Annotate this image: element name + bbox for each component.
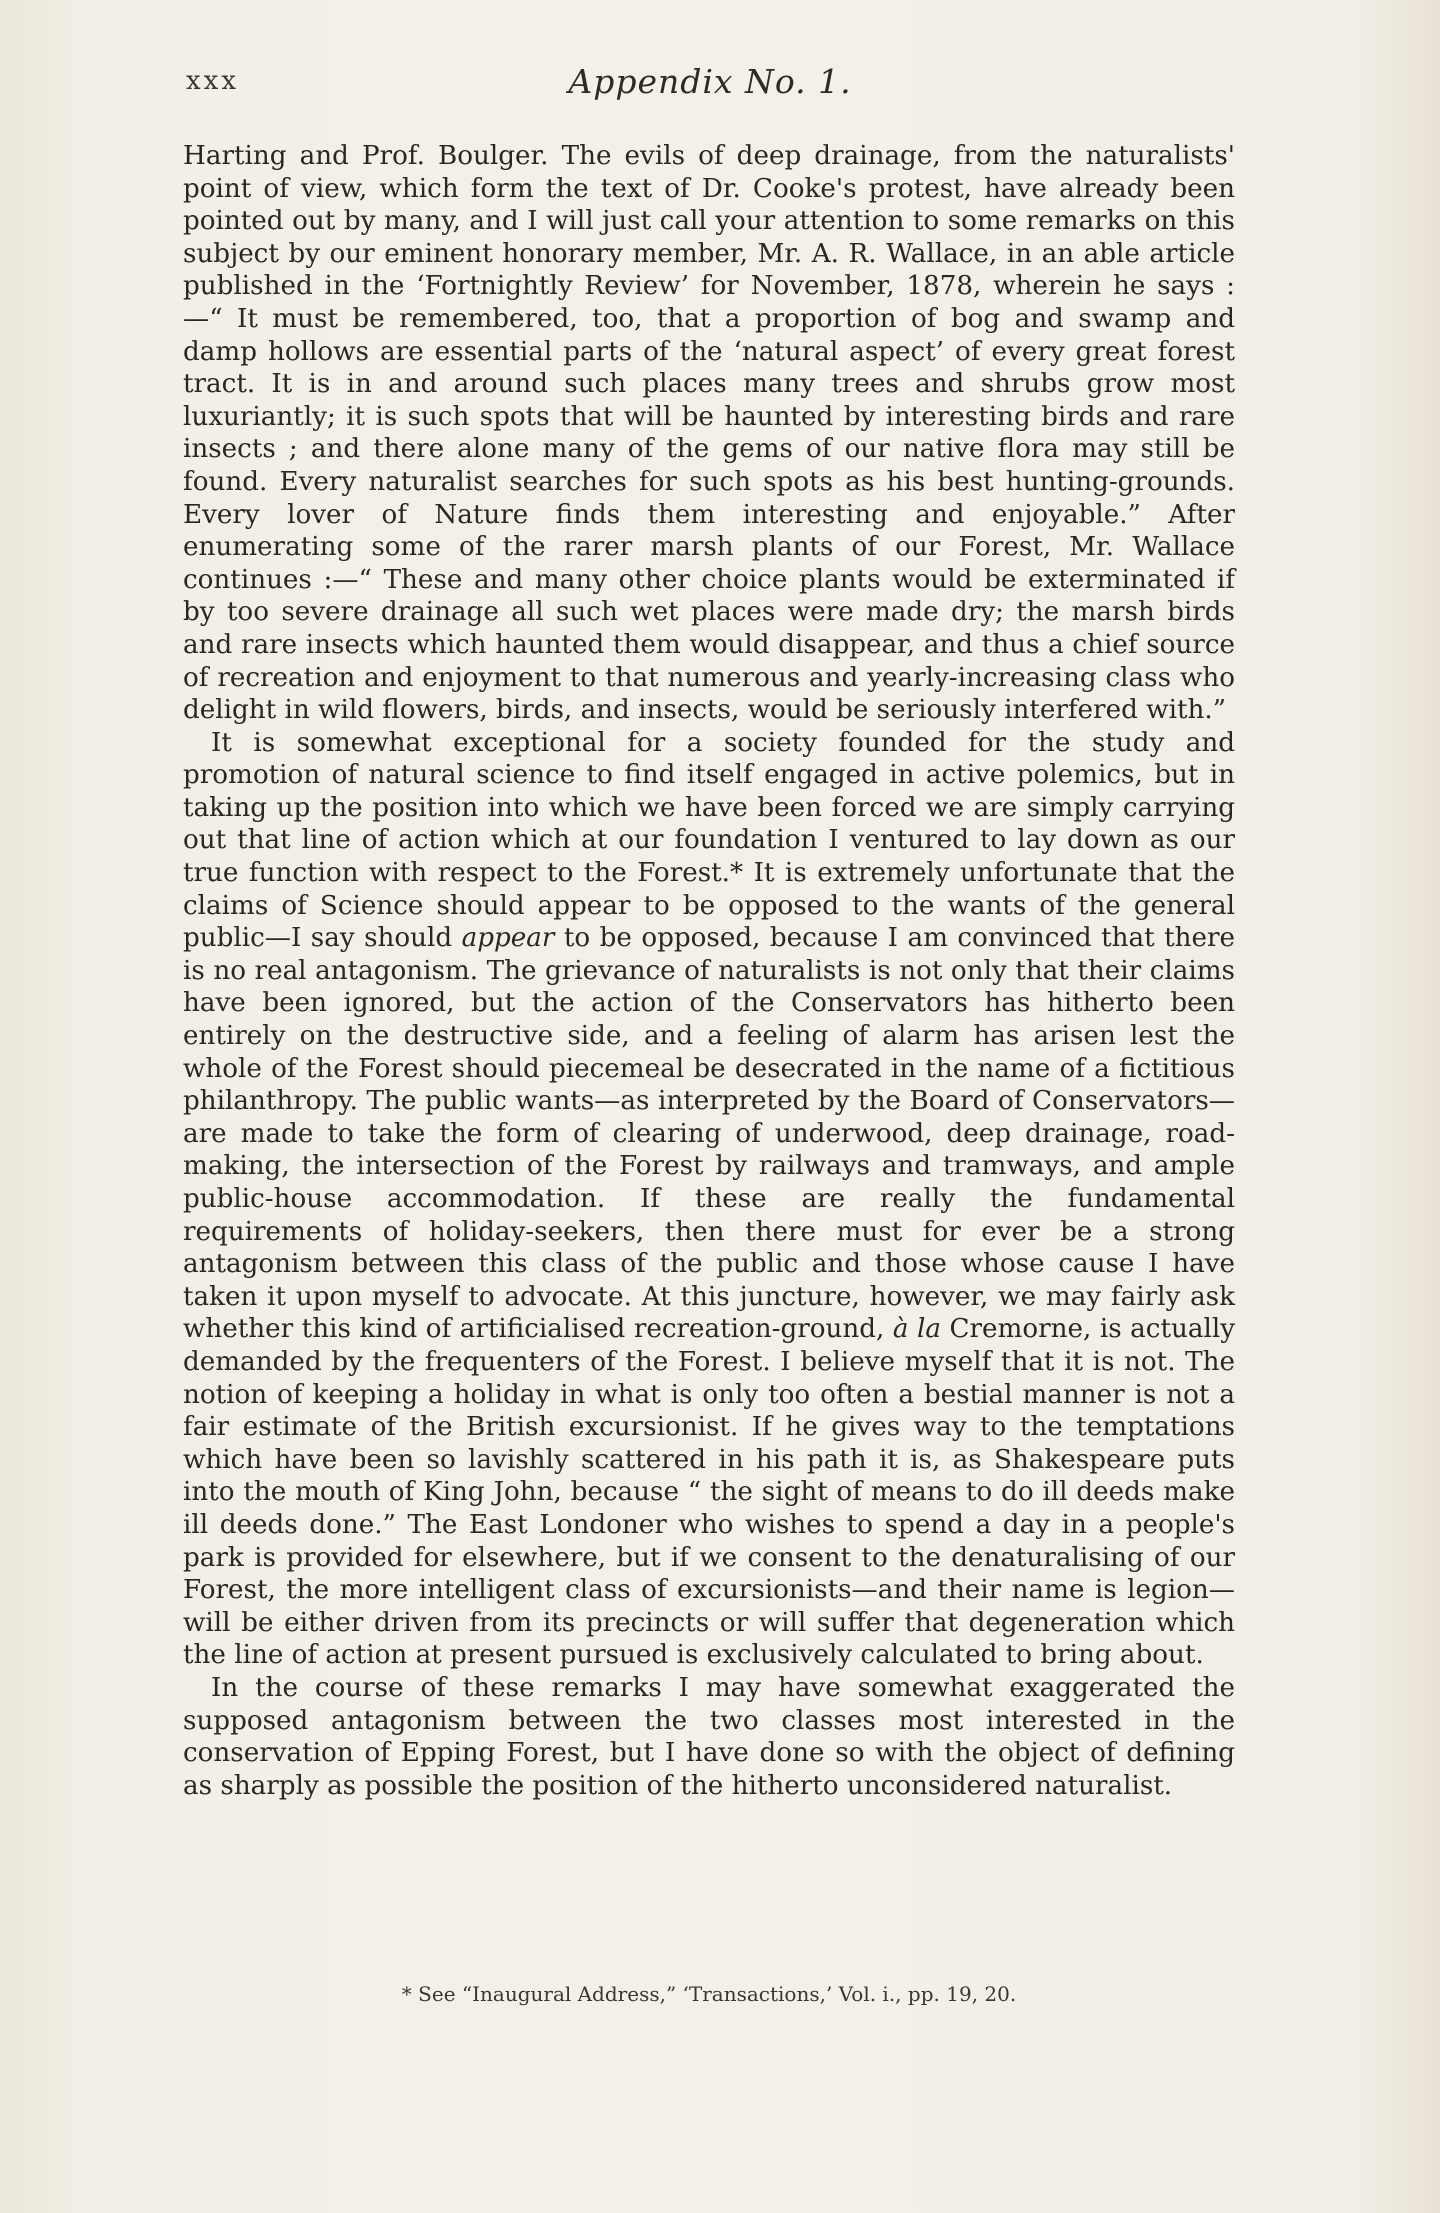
- paragraph-2-part-3: Cremorne, is actually demanded by the frequenters of the Forest. I believe myself that it is not. The notion of keeping a holiday in what is only too often a bestial manner is not a fair estimate of the British excursionist. If he gives way to the temptations which have been so lavishly scattered in his path it is, as Shakespeare puts into the mouth of King John, because “ the sight of means to do ill deeds make ill deeds done.” The East Londoner who wishes to spend a day in a people's park is provided for elsewhere, but if we consent to the denaturalising of our Forest, the more intelligent class of excursionists—and their name is legion—will be either driven from its precincts or will suffer that degeneration which the line of action at present pursued is exclusively calculated to bring about.: [183, 1314, 1235, 1671]
- footnote: * See “Inaugural Address,” ‘Transactions,’ Vol. i., pp. 19, 20.: [401, 1982, 1017, 2006]
- running-head: Appendix No. 1.: [568, 62, 852, 101]
- paragraph-2: [183, 727, 1235, 1672]
- paragraph-3: In the course of these remarks I may have somewhat exaggerated the supposed antagonism between the two classes most interested in the conservation of Epping Forest, but I have done so with the object of defining as sharply as possible the position of the hitherto unconsidered naturalist.: [183, 1672, 1235, 1801]
- body-text: [183, 140, 1235, 1802]
- page-header: [186, 62, 1234, 112]
- paragraph-2-part-2: to be opposed, because I am convinced that there is no real antagonism. The grievance of naturalists is not only that their claims have been ignored, but the action of the Conservators has hitherto been entirely on the destructive side, and a feeling of alarm has arisen lest the whole of the Forest should piecemeal be desecrated in the name of a fictitious philanthropy. The public wants—as interpreted by the Board of Conservators—are made to take the form of clearing of underwood, deep drainage, road-making, the intersection of the Forest by railways and tramways, and ample public-house accommodation. If these are really the fundamental requirements of holiday-seekers, then there must for ever be a strong antagonism between this class of the public and those whose cause I have taken it upon myself to advocate. At this juncture, however, we may fairly ask whether this kind of artificialised recreation-ground,: [183, 923, 1235, 1345]
- paragraph-2-part-1: It is somewhat exceptional for a society founded for the study and promotion of natural science to find itself engaged in active polemics, but in taking up the position into which we have been forced we are simply carrying out that line of action which at our foundation I ventured to lay down as our true function with respect to the Forest.* It is extremely unfortunate that the claims of Science should appear to be opposed to the wants of the general public—I say should: [183, 727, 1235, 954]
- page-number: xxx: [186, 66, 239, 96]
- paragraph-1: Harting and Prof. Boulger. The evils of deep drainage, from the naturalists' point of view, which form the text of Dr. Cooke's protest, have already been pointed out by many, and I will just call your attention to some remarks on this subject by our eminent honorary member, Mr. A. R. Wallace, in an able article published in the ‘Fortnightly Review’ for November, 1878, wherein he says :—“ It must be remembered, too, that a proportion of bog and swamp and damp hollows are essential parts of the ‘natural aspect’ of every great forest tract. It is in and around such places many trees and shrubs grow most luxuriantly; it is such spots that will be haunted by interesting birds and rare insects ; and there alone many of the gems of our native flora may still be found. Every naturalist searches for such spots as his best hunting-grounds. Every lover of Nature finds them interesting and enjoyable.” After enumerating some of the rarer marsh plants of our Forest, Mr. Wallace continues :—“ These and many other choice plants would be exterminated if by too severe drainage all such wet places were made dry; the marsh birds and rare insects which haunted them would disappear, and thus a chief source of recreation and enjoyment to that numerous and yearly-increasing class who delight in wild flowers, birds, and insects, would be seriously interfered with.”: [183, 141, 1235, 726]
- emphasis-appear: appear: [461, 923, 555, 954]
- emphasis-a-la: à la: [892, 1314, 941, 1345]
